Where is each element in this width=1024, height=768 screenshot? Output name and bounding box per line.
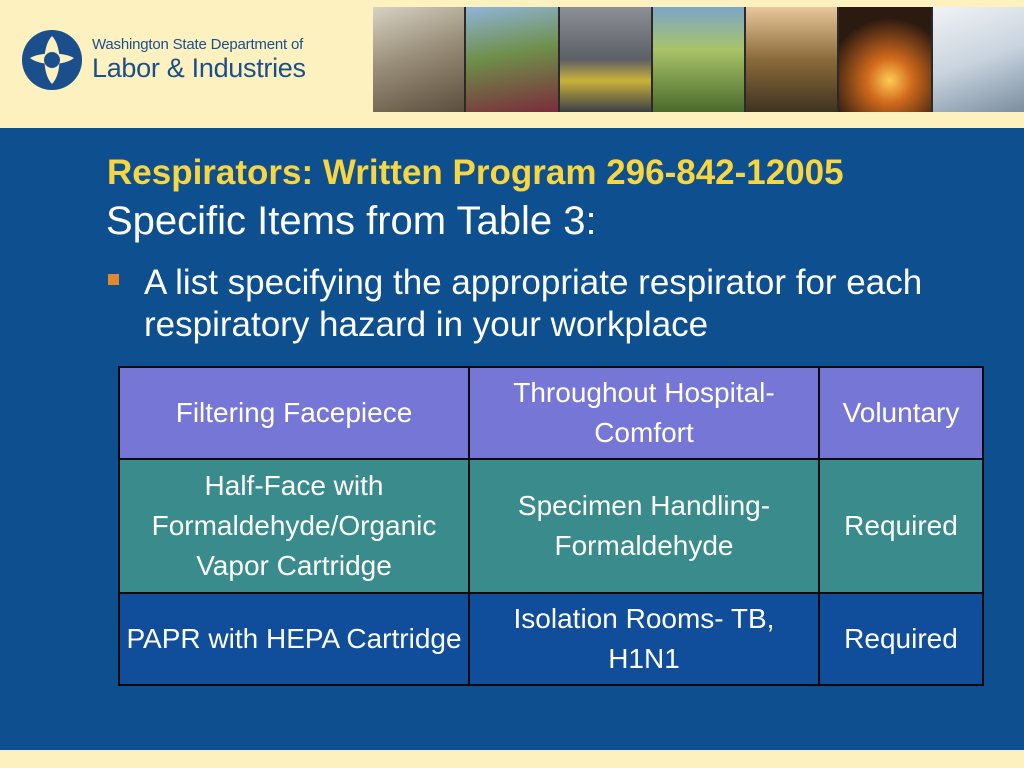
bullet-text: A list specifying the appropriate respirator for each respiratory hazard in your workplace <box>144 263 923 344</box>
photo-strip <box>373 7 1024 112</box>
area-cell: Isolation Rooms- TB, H1N1 <box>469 593 819 685</box>
safety-vest-worker-photo <box>560 7 651 112</box>
table-row <box>119 459 983 593</box>
logo-line1: Washington State Department of <box>92 36 304 53</box>
lab-worker-photo <box>933 7 1024 112</box>
slide-title: Respirators: Written Program 296-842-12005 <box>107 153 844 192</box>
crop-harvest-photo <box>746 7 837 112</box>
farm-worker-photo <box>466 7 557 112</box>
respirator-cell: Half-Face with Formaldehyde/Organic Vapor Cartridge <box>119 459 469 593</box>
logo-line2: Labor & Industries <box>92 53 306 83</box>
respirator-cell: PAPR with HEPA Cartridge <box>119 593 469 685</box>
area-cell: Throughout Hospital- Comfort <box>469 367 819 459</box>
table-row <box>119 593 983 685</box>
lni-logo-mark-icon <box>20 28 84 92</box>
foundry-worker-photo <box>839 7 930 112</box>
respirator-table <box>118 366 984 686</box>
area-cell: Specimen Handling- Formaldehyde <box>469 459 819 593</box>
footer-band <box>0 750 1024 768</box>
table-row <box>119 367 983 459</box>
header-band <box>0 0 1024 128</box>
use-cell: Required <box>819 593 983 685</box>
respirator-cell: Filtering Facepiece <box>119 367 469 459</box>
protective-gear-worker-photo <box>373 7 464 112</box>
slide-subtitle: Specific Items from Table 3: <box>106 199 597 243</box>
lni-logo <box>20 28 320 92</box>
use-cell: Voluntary <box>819 367 983 459</box>
field-workers-photo <box>653 7 744 112</box>
use-cell: Required <box>819 459 983 593</box>
logo-text <box>92 36 306 84</box>
square-bullet-icon <box>108 274 119 285</box>
